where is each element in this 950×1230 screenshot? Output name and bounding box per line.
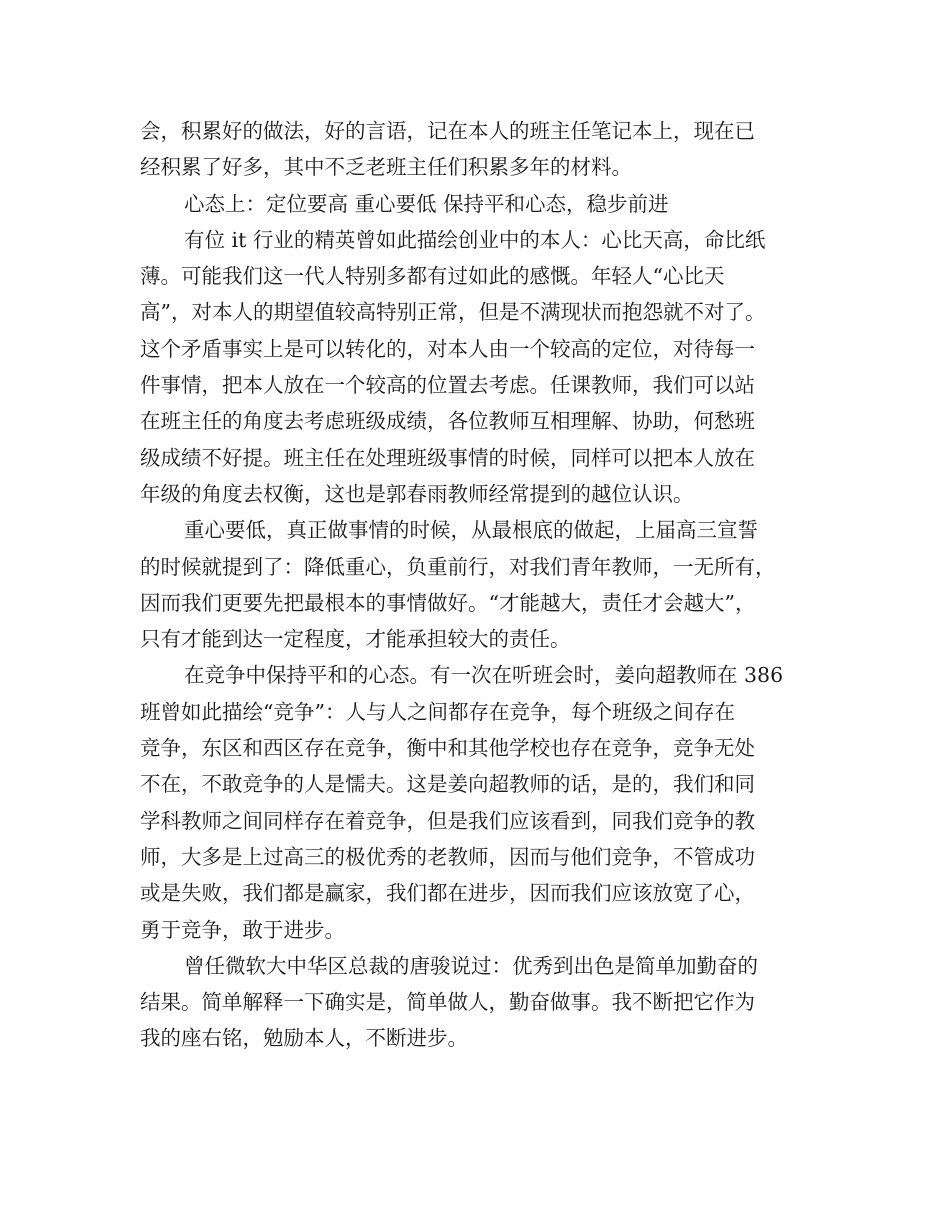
text-line: 学科教师之间同样存在着竞争，但是我们应该看到，同我们竞争的教 bbox=[140, 808, 755, 833]
text-line: 不在，不敢竞争的人是懦夫。这是姜向超教师的话，是的，我们和同 bbox=[140, 772, 755, 797]
text-line: 结果。简单解释一下确实是，简单做人，勤奋做事。我不断把它作为 bbox=[140, 990, 755, 1015]
text-line: 经积累了好多，其中不乏老班主任们积累多年的材料。 bbox=[140, 155, 632, 180]
paragraph-first-line: 心态上：定位要高 重心要低 保持平和心态，稳步前进 bbox=[184, 191, 669, 216]
paragraph-first-line: 有位 it 行业的精英曾如此描绘创业中的本人：心比天高，命比纸 bbox=[184, 227, 766, 252]
text-line: 高”，对本人的期望值较高特别正常，但是不满现状而抱怨就不对了。 bbox=[140, 300, 766, 325]
text-line: 师，大多是上过高三的极优秀的老教师，因而与他们竞争，不管成功 bbox=[140, 844, 755, 869]
paragraph-first-line: 在竞争中保持平和的心态。有一次在听班会时，姜向超教师在 386 bbox=[184, 663, 784, 688]
text-line: 年级的角度去权衡，这也是郭春雨教师经常提到的越位认识。 bbox=[140, 481, 694, 506]
text-line: 因而我们更要先把最根本的事情做好。“才能越大，责任才会越大”， bbox=[140, 590, 756, 615]
text-line: 在班主任的角度去考虑班级成绩，各位教师互相理解、协助，何愁班 bbox=[140, 409, 755, 434]
text-line: 班曾如此描绘“竞争”：人与人之间都存在竞争，每个班级之间存在 bbox=[140, 699, 735, 724]
paragraph-first-line: 曾任微软大中华区总裁的唐骏说过：优秀到出色是简单加勤奋的 bbox=[184, 953, 758, 978]
text-line: 勇于竞争，敢于进步。 bbox=[140, 917, 345, 942]
text-line: 级成绩不好提。班主任在处理班级事情的时候，同样可以把本人放在 bbox=[140, 445, 755, 470]
text-line: 或是失败，我们都是赢家，我们都在进步，因而我们应该放宽了心， bbox=[140, 881, 755, 906]
document-body bbox=[140, 113, 830, 1057]
text-line: 的时候就提到了：降低重心，负重前行，对我们青年教师，一无所有， bbox=[140, 554, 776, 579]
text-line: 竞争，东区和西区存在竞争，衡中和其他学校也存在竞争，竞争无处 bbox=[140, 736, 755, 761]
text-line: 薄。可能我们这一代人特别多都有过如此的感慨。年轻人“心比天 bbox=[140, 264, 725, 289]
text-line: 我的座右铭，勉励本人，不断进步。 bbox=[140, 1026, 468, 1051]
text-line: 只有才能到达一定程度，才能承担较大的责任。 bbox=[140, 627, 571, 652]
text-line: 这个矛盾事实上是可以转化的，对本人由一个较高的定位，对待每一 bbox=[140, 336, 755, 361]
text-line: 会，积累好的做法，好的言语，记在本人的班主任笔记本上，现在已 bbox=[140, 119, 755, 143]
text-line: 件事情，把本人放在一个较高的位置去考虑。任课教师，我们可以站 bbox=[140, 373, 755, 398]
paragraph-first-line: 重心要低，真正做事情的时候，从最根底的做起，上届高三宣誓 bbox=[184, 518, 758, 543]
